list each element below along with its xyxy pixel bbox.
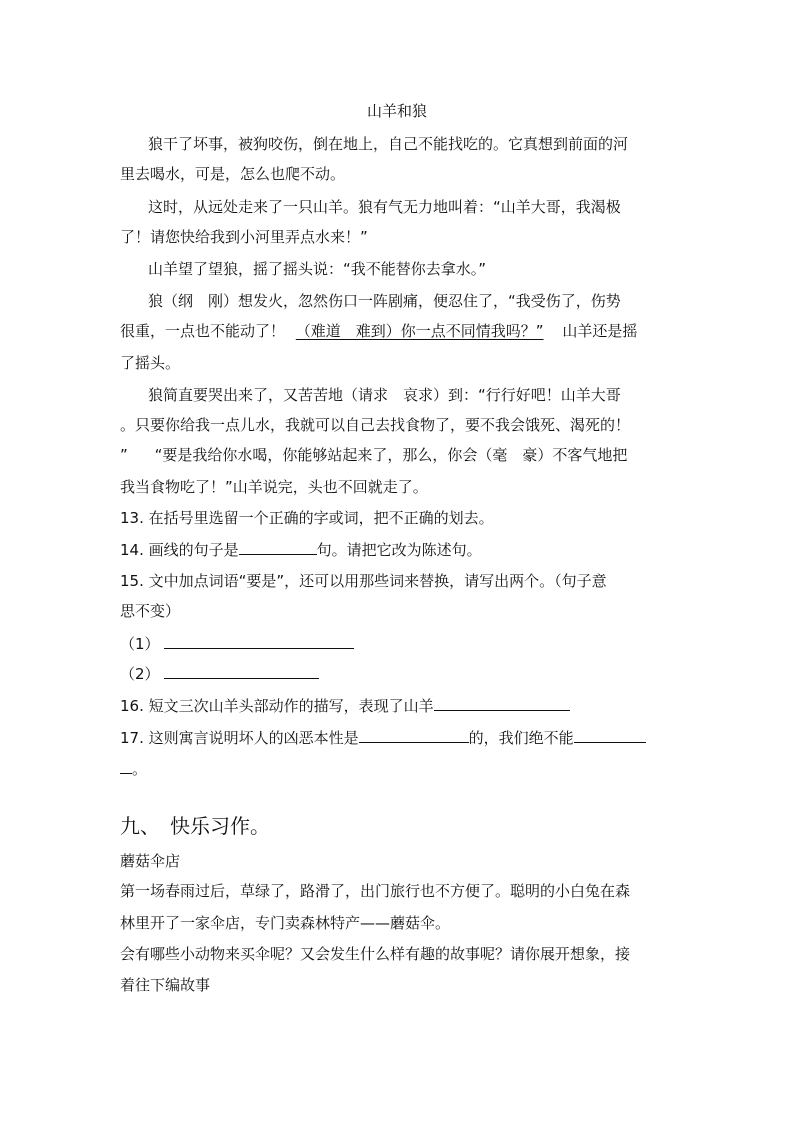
question-14 [120,538,482,561]
answer-blank[interactable] [120,757,132,774]
section-subtitle: 蘑菇伞店 [120,852,181,870]
passage-text: 很重，一点也不能动了！ [120,322,286,340]
passage-line: 我当食物吃了！”山羊说完，头也不回就走了。 [120,478,428,496]
section-line: 林里开了一家伞店，专门卖森林特产——蘑菇伞。 [120,914,451,932]
item-number: （1） [120,635,160,653]
question-text: 17. 这则寓言说明坏人的凶恶本性是 [120,729,359,747]
passage-line: 狼干了坏事，被狗咬伤，倒在地上，自己不能找吃的。它真想到前面的河 [148,135,629,153]
question-text: 句。请把它改为陈述句。 [316,541,482,559]
underlined-sentence: （难道 难到）你一点不同情我吗？” [295,322,544,340]
question-16 [120,694,570,717]
question-text: 14. 画线的句子是 [120,541,239,559]
passage-line: 狼简直要哭出来了，又苦苦地（请求 哀求）到：“行行好吧！山羊大哥 [148,386,621,404]
question-17-cont [120,757,147,780]
question-15-item-2 [120,662,319,685]
passage-title: 山羊和狼 [366,102,427,120]
passage-line: 了摇头。 [120,354,181,372]
question-text: 的，我们绝不能 [468,729,574,747]
passage-text: 山羊还是摇 [562,322,638,340]
answer-blank[interactable] [574,726,646,743]
passage-text: ” [120,446,128,464]
passage-line [120,320,637,342]
answer-blank[interactable] [359,726,469,743]
answer-blank[interactable] [239,538,317,555]
passage-line: 。只要你给我一点儿水，我就可以自己去找食物了，要不我会饿死、渴死的！ [120,416,631,434]
section-heading: 九、 快乐习作。 [120,814,270,838]
passage-text: “要是我给你水喝，你能够站起来了，那么，你会（毫 豪）不客气地把 [154,446,628,464]
question-17 [120,726,646,749]
passage-line: 这时，从远处走来了一只山羊。狼有气无力地叫着：“山羊大哥，我渴极 [148,198,621,216]
question-13: 13. 在括号里选留一个正确的字或词，把不正确的划去。 [120,509,494,527]
passage-line [120,444,627,466]
question-15-item-1 [120,632,354,655]
answer-blank[interactable] [164,662,319,679]
question-text: 。 [132,760,148,778]
question-text: 16. 短文三次山羊头部动作的描写，表现了山羊 [120,697,434,715]
question-15-cont: 思不变） [120,602,181,620]
question-15: 15. 文中加点词语“要是”，还可以用那些词来替换，请写出两个。（句子意 [120,572,607,590]
section-line: 第一场春雨过后，草绿了，路滑了，出门旅行也不方便了。聪明的小白兔在森 [120,882,631,900]
passage-line: 了！请您快给我到小河里弄点水来！” [120,228,368,246]
answer-blank[interactable] [164,632,354,649]
section-line: 会有哪些小动物来买伞呢？又会发生什么样有趣的故事呢？请你展开想象，接 [120,945,631,963]
passage-line: 里去喝水，可是，怎么也爬不动。 [120,165,346,183]
passage-line: 狼（纲 刚）想发火，忽然伤口一阵剧痛，便忍住了，“我受伤了，伤势 [148,292,621,310]
passage-line: 山羊望了望狼，摇了摇头说：“我不能替你去拿水。” [148,260,487,278]
item-number: （2） [120,665,160,683]
answer-blank[interactable] [434,694,570,711]
section-line: 着往下编故事 [120,976,211,994]
